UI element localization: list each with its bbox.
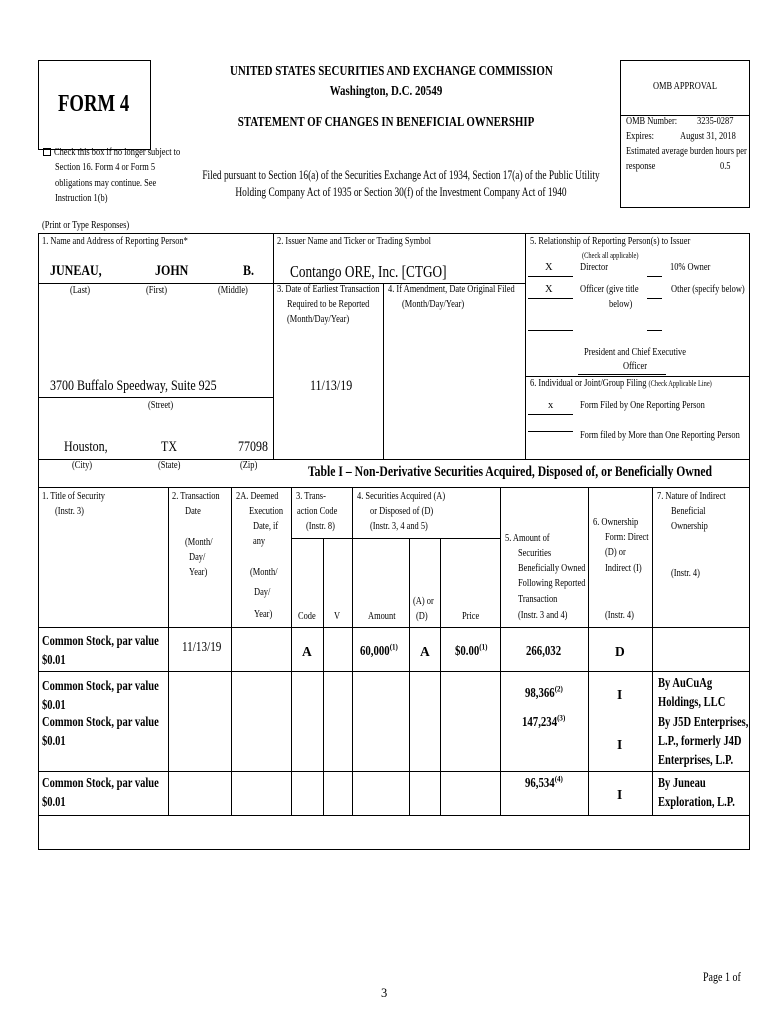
row4-owned-value: 96,534 — [525, 775, 555, 790]
officer-label-2: below) — [609, 299, 633, 310]
row2-owned — [525, 683, 563, 700]
col6-header-3: (D) or — [605, 547, 626, 558]
box6-label — [530, 379, 712, 390]
agency-location: Washington, D.C. 20549 — [329, 84, 443, 99]
issuer-name: Contango ORE, Inc. [CTGO] — [290, 262, 447, 281]
divider-box3-box4 — [383, 283, 384, 459]
col7-header-2: Beneficial — [671, 506, 706, 517]
checkbox-text-2: Section 16. Form 4 or Form 5 — [55, 162, 156, 173]
officer-title-underline — [578, 374, 666, 375]
col2a-header-6: Day/ — [254, 587, 271, 598]
divider-box2-box5 — [525, 233, 526, 459]
col4-aord-header-2: (D) — [416, 611, 428, 622]
officer-title-2: Officer — [622, 361, 648, 372]
col2a-header-2: Execution — [249, 506, 284, 517]
table1-header-bottom — [38, 627, 750, 628]
col5-header-3: Beneficially Owned — [518, 563, 586, 574]
box3-label-2: Required to be Reported — [287, 299, 370, 310]
omb-number-value: 3235-0287 — [697, 116, 734, 127]
omb-expires-label: Expires: — [626, 131, 654, 142]
col4-header-3: (Instr. 3, 4 and 5) — [370, 521, 428, 532]
col2a-header-7: Year) — [254, 609, 273, 620]
row3-owned — [522, 712, 566, 729]
no-longer-subject-checkbox[interactable] — [43, 148, 212, 159]
page-number: 3 — [381, 986, 388, 1000]
col7-header-3: Ownership — [671, 521, 708, 532]
row1-code: A — [302, 644, 312, 659]
checkbox-text-4: Instruction 1(b) — [55, 193, 108, 204]
col3-code-header: Code — [298, 611, 316, 622]
col2-header-3: (Month/ — [185, 537, 213, 548]
row3-nature-2: L.P., formerly J4D — [658, 733, 742, 748]
row1-aord: A — [420, 644, 430, 659]
col2-header-2: Date — [185, 506, 201, 517]
divider-box1-name — [38, 283, 273, 284]
blank-line-1 — [528, 330, 573, 331]
row2-title-1: Common Stock, par value — [42, 678, 159, 693]
row1-amount — [360, 641, 398, 658]
col2a-header-4: any — [253, 536, 266, 547]
col6-header-4: Indirect (I) — [605, 563, 642, 574]
one-person-label: Form Filed by One Reporting Person — [580, 400, 705, 411]
col4-price-header: Price — [462, 611, 480, 622]
first-label: (First) — [146, 285, 167, 296]
earliest-transaction-date: 11/13/19 — [310, 378, 353, 394]
col5-header-4: Following Reported — [518, 578, 586, 589]
row2-owned-footnote: (2) — [554, 683, 563, 694]
box4-label-2: (Month/Day/Year) — [402, 299, 465, 310]
col1-header-2: (Instr. 3) — [55, 506, 84, 517]
row1-amount-footnote: (1) — [389, 641, 398, 652]
row4-title-1: Common Stock, par value — [42, 775, 159, 790]
col2a-header-5: (Month/ — [250, 567, 278, 578]
row4-form: I — [617, 787, 623, 802]
one-person-mark[interactable]: x — [548, 400, 554, 411]
checkbox-text-3: obligations may continue. See — [55, 178, 157, 189]
middle-label: (Middle) — [218, 285, 248, 296]
box4-label-1: 4. If Amendment, Date Original Filed — [388, 284, 515, 295]
other-label: Other (specify below) — [671, 284, 745, 295]
box3-label-1: 3. Date of Earliest Transaction — [277, 284, 380, 295]
agency-title: UNITED STATES SECURITIES AND EXCHANGE COMMISSION — [230, 64, 553, 79]
table1-header-top — [38, 487, 750, 488]
form-title: FORM 4 — [58, 91, 130, 117]
box3-label-3: (Month/Day/Year) — [287, 314, 350, 325]
row1-owned: 266,032 — [526, 643, 562, 658]
reporting-middle-name: B. — [243, 263, 255, 279]
col4-amount-header: Amount — [368, 611, 396, 622]
row1-date: 11/13/19 — [182, 640, 222, 655]
col-line-code — [323, 538, 324, 815]
box6-label-main: 6. Individual or Joint/Group Filing — [530, 378, 647, 389]
checkbox-text-1: Check this box if no longer subject to — [54, 147, 181, 158]
col5-header-2: Securities — [518, 548, 552, 559]
col-sub-divider — [291, 538, 500, 539]
street-underline — [38, 397, 273, 398]
director-label: Director — [580, 262, 608, 273]
blank-line-2 — [647, 330, 662, 331]
last-label: (Last) — [70, 285, 91, 296]
col3-header-3: (Instr. 8) — [306, 521, 335, 532]
more-person-label: Form filed by More than One Reporting Person — [580, 430, 740, 441]
row-divider-1 — [38, 671, 750, 672]
officer-mark[interactable]: X — [545, 284, 553, 295]
table1-title: Table I – Non-Derivative Securities Acquired, Disposed of, or Beneficially Owned — [307, 464, 713, 480]
col5-header-5: Transaction — [518, 594, 558, 605]
col3-header-1: 3. Trans- — [296, 491, 326, 502]
reporting-last-name: JUNEAU, — [50, 263, 102, 279]
col1-header-1: 1. Title of Security — [42, 491, 106, 502]
col2a-header-1: 2A. Deemed — [236, 491, 279, 502]
director-line — [528, 276, 573, 277]
row3-owned-footnote: (3) — [557, 712, 566, 723]
reporting-zip: 77098 — [238, 439, 268, 455]
zip-label: (Zip) — [240, 460, 258, 471]
divider-box5-box6 — [525, 376, 750, 377]
filed-pursuant-2: Holding Company Act of 1935 or Section 30(f) of the Investment Company Act of 1940 — [235, 185, 567, 199]
state-label: (State) — [158, 460, 181, 471]
omb-title: OMB APPROVAL — [652, 81, 718, 92]
director-mark[interactable]: X — [545, 262, 553, 273]
reporting-city: Houston, — [64, 439, 108, 455]
row2-nature-2: Holdings, LLC — [658, 694, 726, 709]
col-line-1 — [168, 487, 169, 815]
page-of-label: Page 1 of — [703, 970, 741, 984]
ten-pct-line — [647, 276, 662, 277]
row1-amount-value: 60,000 — [360, 643, 390, 658]
row2-nature-1: By AuCuAg — [658, 675, 713, 690]
col7-header-4: (Instr. 4) — [671, 568, 700, 579]
row1-price-value: $0.00 — [455, 643, 480, 658]
print-type-note: (Print or Type Responses) — [42, 220, 130, 231]
row4-title-2: $0.01 — [42, 794, 66, 809]
col-line-2 — [231, 487, 232, 815]
col2-header-1: 2. Transaction — [172, 491, 220, 502]
row1-form: D — [615, 644, 625, 659]
reporting-first-name: JOHN — [155, 263, 189, 279]
checkbox-icon[interactable] — [43, 148, 51, 156]
col-line-5 — [588, 487, 589, 815]
officer-title-1: President and Chief Executive — [584, 347, 686, 358]
one-person-line — [528, 414, 573, 415]
statement-title: STATEMENT OF CHANGES IN BENEFICIAL OWNERSHIP — [237, 115, 535, 130]
col5-header-6: (Instr. 3 and 4) — [518, 610, 568, 621]
row4-nature-2: Exploration, L.P. — [658, 794, 735, 809]
other-line — [647, 298, 662, 299]
street-label: (Street) — [148, 400, 174, 411]
box5-sub: (Check all applicable) — [582, 251, 639, 260]
row1-title-2: $0.01 — [42, 652, 66, 667]
box6-label-small: (Check Applicable Line) — [648, 379, 712, 388]
more-person-line — [528, 431, 573, 432]
filed-pursuant-1: Filed pursuant to Section 16(a) of the Securities Exchange Act of 1934, Section 17(a) of the Public Utility — [202, 168, 600, 182]
row4-owned-footnote: (4) — [554, 773, 563, 784]
row3-nature-1: By J5D Enterprises, — [658, 714, 749, 729]
divider-box1-box2 — [273, 233, 274, 459]
col3-v-header: V — [334, 611, 341, 622]
row3-title-1: Common Stock, par value — [42, 714, 159, 729]
ten-pct-owner-label: 10% Owner — [670, 262, 711, 273]
row1-title-1: Common Stock, par value — [42, 633, 159, 648]
box2-label: 2. Issuer Name and Ticker or Trading Symbol — [277, 236, 431, 247]
col-line-4 — [500, 487, 501, 815]
col2a-header-3: Date, if — [253, 521, 279, 532]
officer-line — [528, 298, 573, 299]
officer-label: Officer (give title — [580, 284, 639, 295]
reporting-street: 3700 Buffalo Speedway, Suite 925 — [50, 378, 217, 394]
row3-title-2: $0.01 — [42, 733, 66, 748]
col2-header-5: Year) — [189, 567, 208, 578]
col2-header-4: Day/ — [189, 552, 206, 563]
col6-header-5: (Instr. 4) — [605, 610, 634, 621]
row4-nature-1: By Juneau — [658, 775, 706, 790]
col-line-aord — [440, 538, 441, 815]
col-line-6 — [652, 487, 653, 815]
row3-nature-3: Enterprises, L.P. — [658, 752, 734, 767]
row1-price-footnote: (1) — [479, 641, 488, 652]
col6-header-2: Form: Direct — [605, 532, 649, 543]
box5-label: 5. Relationship of Reporting Person(s) to Issuer — [530, 236, 691, 247]
col4-header-1: 4. Securities Acquired (A) — [357, 491, 446, 502]
col-line-2a — [291, 487, 292, 815]
omb-burden-label: Estimated average burden hours per — [626, 146, 747, 157]
city-label: (City) — [72, 460, 93, 471]
row2-form: I — [617, 687, 623, 702]
row4-owned — [525, 773, 563, 790]
omb-response-value: 0.5 — [720, 161, 731, 172]
col5-header-1: 5. Amount of — [505, 533, 550, 544]
box1-label: 1. Name and Address of Reporting Person* — [42, 236, 188, 247]
omb-response-label: response — [626, 161, 656, 172]
row3-form: I — [617, 737, 623, 752]
row1-price — [455, 641, 488, 658]
omb-expires-value: August 31, 2018 — [680, 131, 736, 142]
col-line-amount — [409, 538, 410, 815]
col4-aord-header-1: (A) or — [413, 596, 434, 607]
omb-number-label: OMB Number: — [626, 116, 678, 127]
col6-header-1: 6. Ownership — [593, 517, 639, 528]
col-line-3 — [352, 487, 353, 815]
col3-header-2: action Code — [297, 506, 338, 517]
reporting-state: TX — [161, 439, 177, 455]
row2-owned-value: 98,366 — [525, 685, 555, 700]
col4-header-2: or Disposed of (D) — [370, 506, 434, 517]
divider-table-top-right — [273, 459, 750, 460]
table1-bottom — [38, 815, 750, 816]
col7-header-1: 7. Nature of Indirect — [657, 491, 726, 502]
row3-owned-value: 147,234 — [522, 714, 558, 729]
row2-title-2: $0.01 — [42, 697, 66, 712]
row-divider-3 — [38, 771, 750, 772]
